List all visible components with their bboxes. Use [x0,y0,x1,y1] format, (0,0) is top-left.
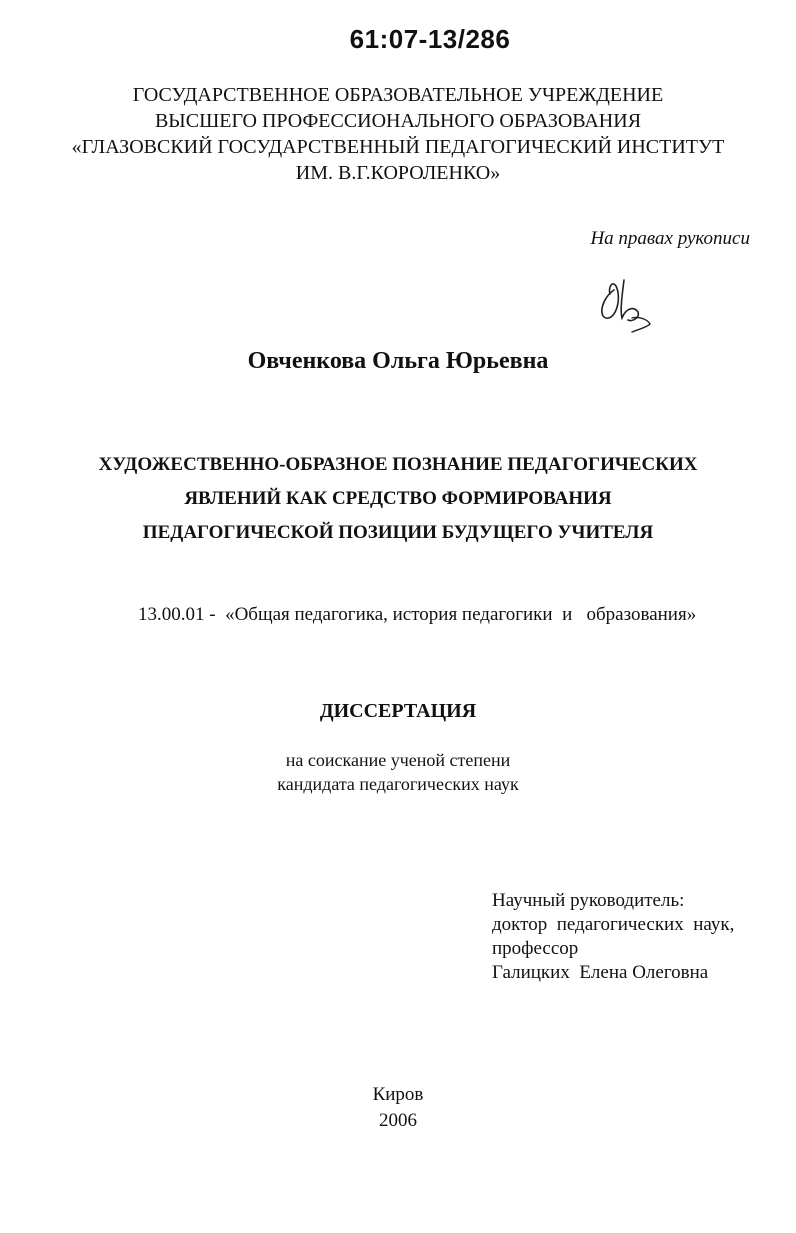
supervisor-line: доктор педагогических наук, [492,914,735,935]
specialty-code: 13.00.01 - «Общая педагогика, история педагогики и образования» [138,604,697,625]
supervisor-line: Галицких Елена Олеговна [492,962,709,983]
supervisor-line: Научный руководитель: [492,890,685,911]
registration-code: 61:07-13/286 [349,24,511,54]
document-type: ДИССЕРТАЦИЯ [319,700,477,722]
dissertation-title [0,448,796,550]
supervisor-block [492,889,734,985]
title-line: ПЕДАГОГИЧЕСКОЙ ПОЗИЦИИ БУДУЩЕГО УЧИТЕЛЯ [142,522,654,543]
title-line: ЯВЛЕНИЙ КАК СРЕДСТВО ФОРМИРОВАНИЯ [184,488,612,509]
title-line: ХУДОЖЕСТВЕННО-ОБРАЗНОЕ ПОЗНАНИЕ ПЕДАГОГИЧЕСКИХ [98,454,698,475]
place-and-year [0,1082,796,1134]
institution-line: ИМ. В.Г.КОРОЛЕНКО» [295,162,501,184]
author-name: Овченкова Ольга Юрьевна [247,348,549,374]
degree-line: на соискание ученой степени [285,750,511,770]
degree-block [0,748,796,796]
institution-line: «ГЛАЗОВСКИЙ ГОСУДАРСТВЕННЫЙ ПЕДАГОГИЧЕСКИЙ ИНСТИТУТ [71,136,725,158]
manuscript-note: На правах рукописи [590,228,750,249]
supervisor-line: профессор [492,938,579,959]
institution-line: ВЫСШЕГО ПРОФЕССИОНАЛЬНОГО ОБРАЗОВАНИЯ [154,110,642,132]
institution-block [0,82,796,186]
handwritten-signature [592,268,662,338]
year: 2006 [379,1110,417,1131]
city: Киров [372,1084,424,1105]
institution-line: ГОСУДАРСТВЕННОЕ ОБРАЗОВАТЕЛЬНОЕ УЧРЕЖДЕНИЕ [132,84,664,106]
degree-line: кандидата педагогических наук [277,774,519,794]
